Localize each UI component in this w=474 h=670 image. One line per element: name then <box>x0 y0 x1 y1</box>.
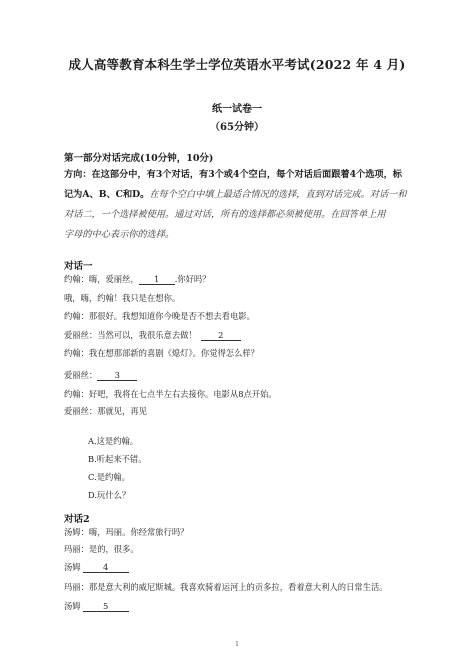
paper-name: 纸一试卷一 <box>212 104 262 115</box>
dialogue-2-heading: 对话2 <box>64 514 90 525</box>
section-instructions <box>64 165 416 245</box>
answer-blank: 2 <box>201 330 241 341</box>
dialogue-1-line: 爱丽丝： 3 <box>64 369 137 381</box>
dialogue-2-line: 玛丽：是的，很多。 <box>64 544 139 554</box>
dialogue-1-line: 约翰：好吧，我将在七点半左右去接你。电影从8点开始。 <box>64 389 277 399</box>
instruction-line-3: 对话二，一个选择被使用。通过对话，所有的选择都必须被使用。在回答单上用 <box>64 209 386 220</box>
paper-duration: （65分钟） <box>210 122 264 133</box>
instruction-line-1: 方向：在这部分中，有3个对话，有3个或4个空白，每个对话后面跟着4个选项，标 <box>64 169 402 180</box>
dialogue-2-line: 汤姆 5 <box>64 600 129 612</box>
answer-blank: 4 <box>83 562 129 573</box>
option-a: A.这是约翰。 <box>88 436 139 446</box>
dialogue-1-heading: 对话一 <box>64 261 93 272</box>
dialogue-1-line: 爱丽丝：那就见，再见 <box>64 406 147 416</box>
dialogue-2-line: 汤姆 4 <box>64 561 129 573</box>
page-number: 1 <box>235 641 239 648</box>
option-b: B.听起来不错。 <box>88 454 147 464</box>
option-d: D.玩什么？ <box>88 490 131 500</box>
dialogue-1-line: 哦，嗨，约翰！我只是在想你。 <box>64 293 181 303</box>
page-title: 成人高等教育本科生学士学位英语水平考试(2022 年 4 月) <box>68 57 406 72</box>
answer-blank: 5 <box>83 601 129 612</box>
dialogue-2-line: 玛丽：那是意大利的威尼斯城。我喜欢骑着运河上的贡多拉，看着意大利人的日常生活。 <box>64 582 388 592</box>
dialogue-1-line: 约翰：我在想那部新的喜剧《熄灯》。你觉得怎么样？ <box>64 348 259 358</box>
answer-blank: 3 <box>97 370 137 381</box>
section-heading: 第一部分对话完成(10分钟，10分) <box>64 153 214 164</box>
instruction-line-2: 记为A、B、C和D。在每个空白中填上最适合情况的选择，直到对话完成。对话一和 <box>64 189 407 200</box>
dialogue-2-line: 汤姆：嗨，玛丽。你经常旅行吗？ <box>64 527 189 537</box>
option-c: C.是约翰。 <box>88 472 130 482</box>
answer-blank: 1 <box>139 274 175 285</box>
dialogue-1-line: 约翰：那很好。我想知道你今晚是否不想去看电影。 <box>64 311 255 321</box>
dialogue-1-line: 约翰：嗨，爱丽丝， 1 .你好吗？ <box>64 274 211 284</box>
instruction-line-4: 字母的中心表示你的选择。 <box>64 229 175 240</box>
dialogue-1-line: 爱丽丝：当然可以，我很乐意去做！ 2 <box>64 329 241 341</box>
